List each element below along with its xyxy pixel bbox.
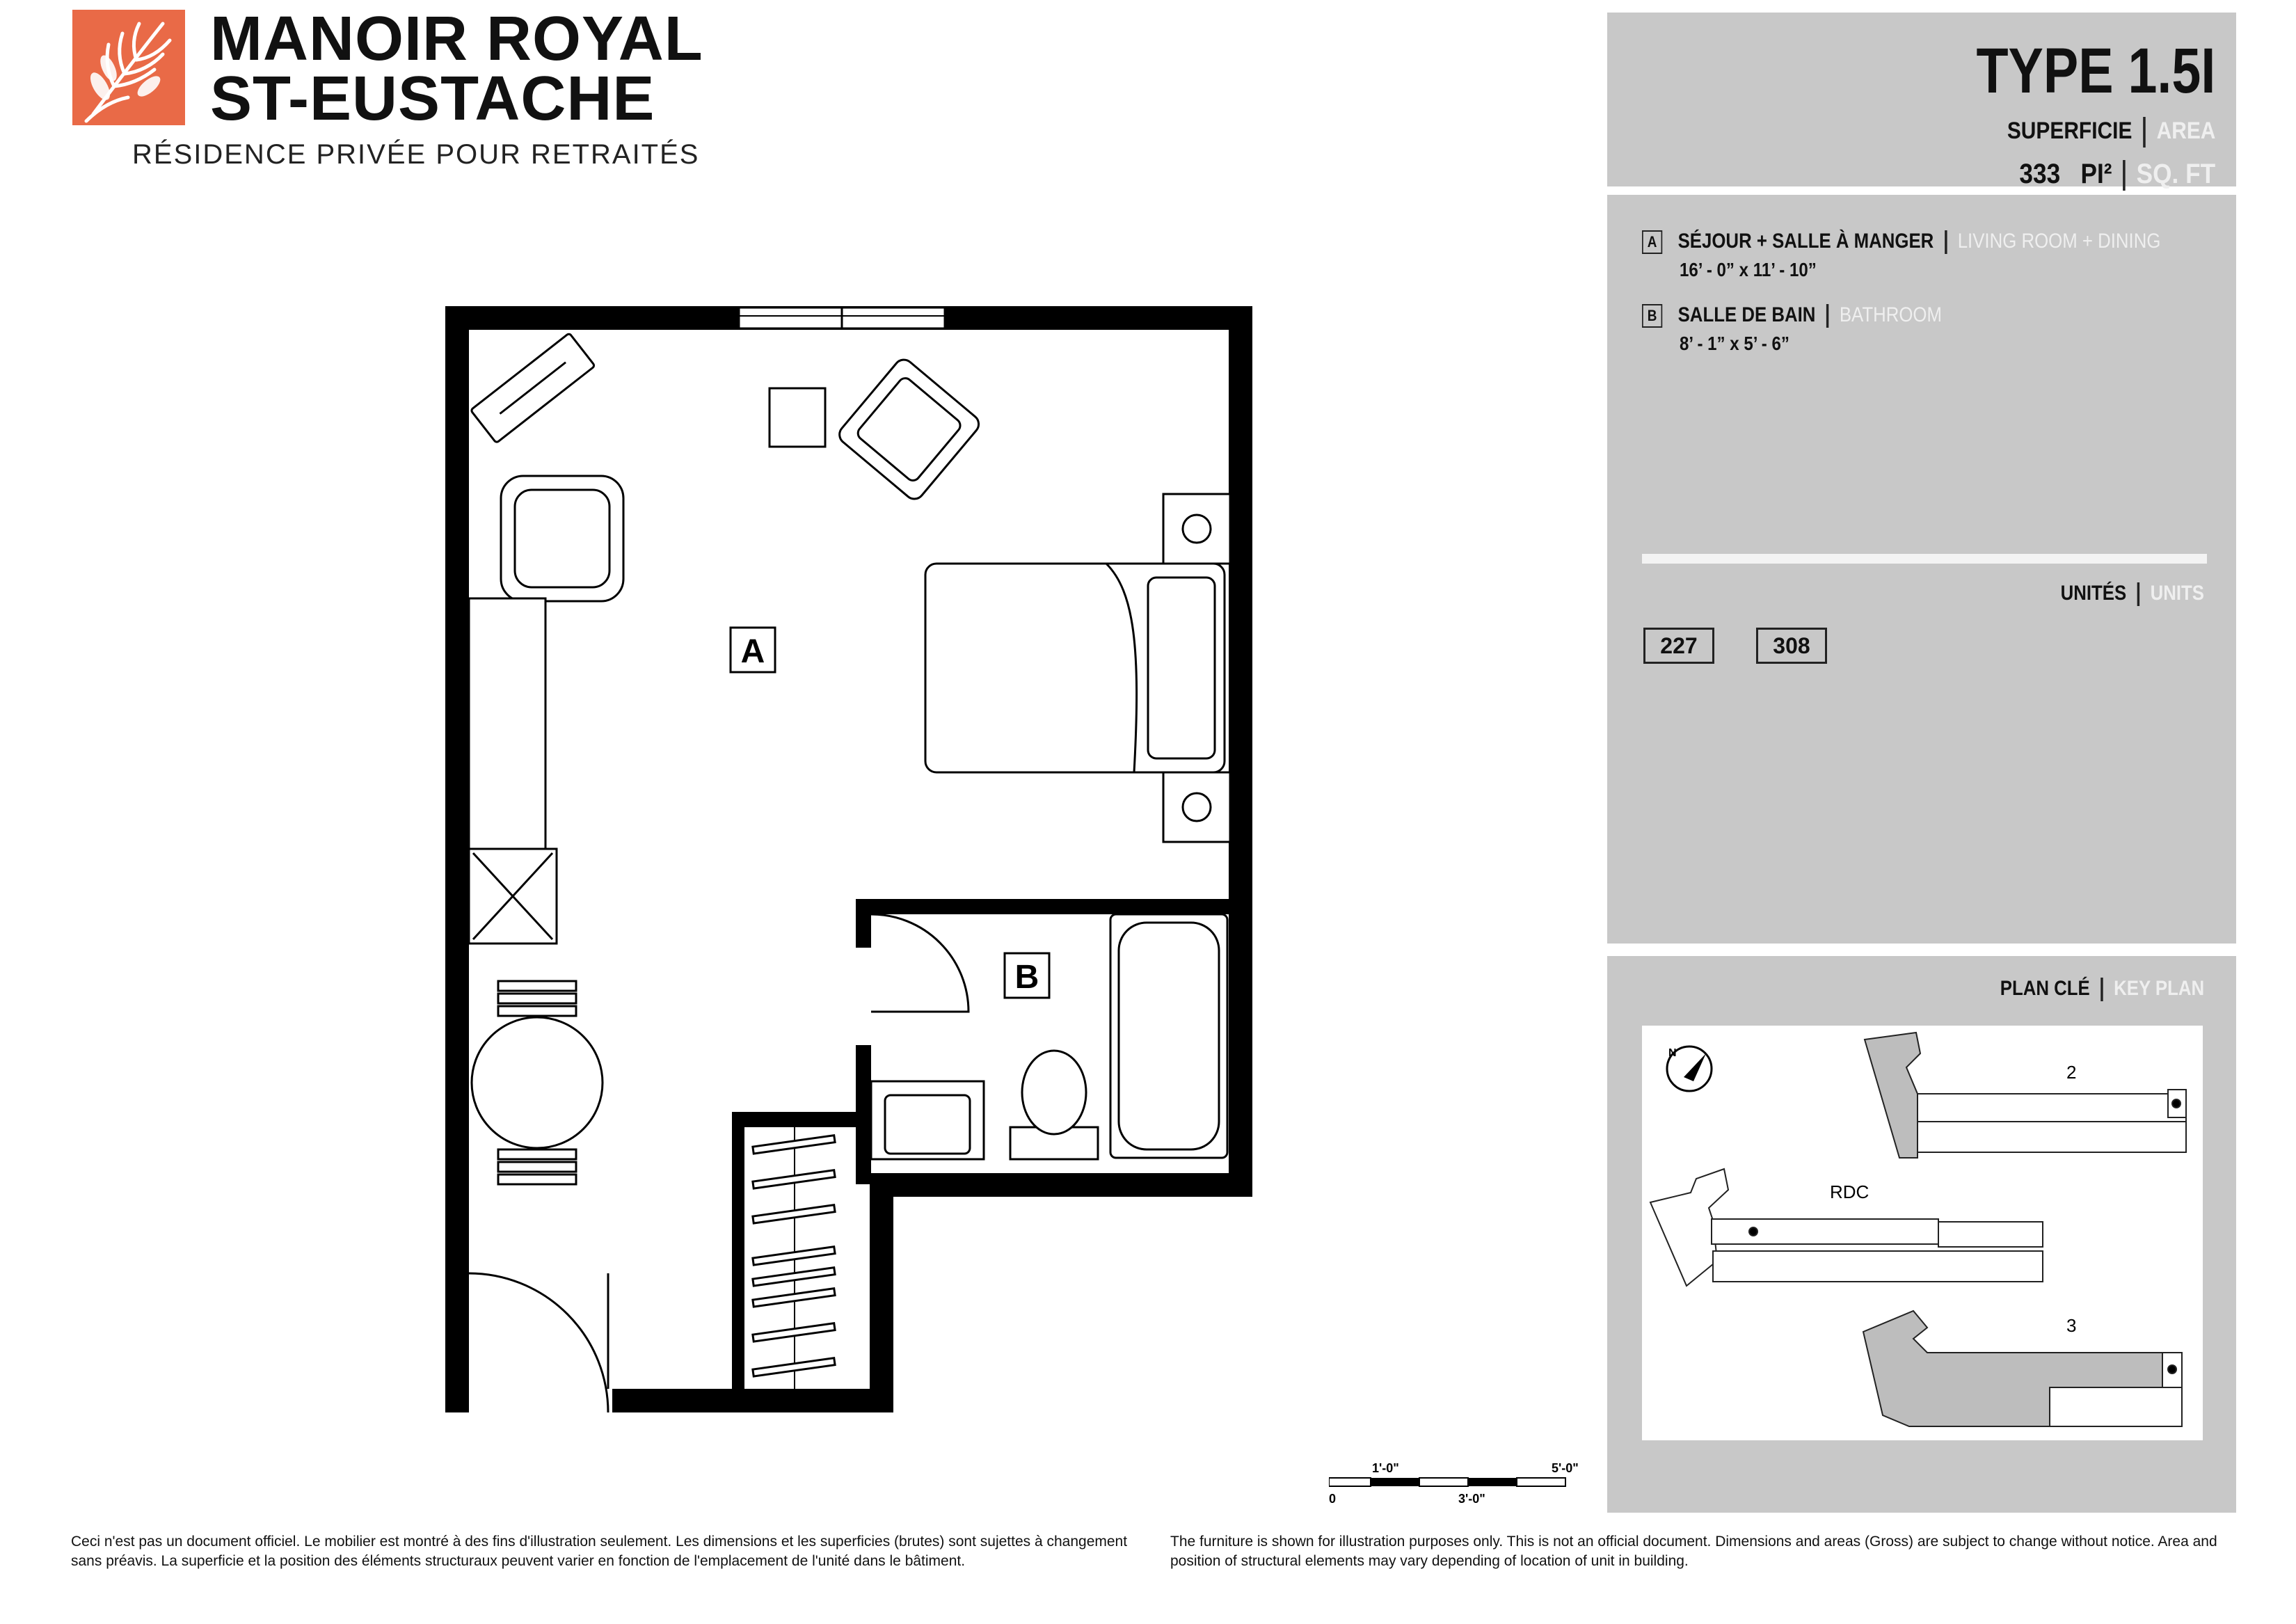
key-plan-heading	[2000, 977, 2204, 1001]
key-plan-drawing	[1642, 1026, 2203, 1440]
furniture	[469, 333, 1230, 1389]
separator	[1826, 304, 1828, 328]
key-floor-label-rdc: RDC	[1830, 1181, 1870, 1202]
scale-label-mid: 3'-0"	[1458, 1492, 1485, 1506]
unit-badge[interactable]: 227	[1643, 628, 1714, 664]
scale-label-top-right: 5'-0"	[1552, 1461, 1579, 1475]
key-floor-label-3: 3	[2066, 1315, 2077, 1336]
brand-name-line2: ST-EUSTACHE	[210, 64, 655, 134]
separator	[2100, 978, 2103, 1001]
key-floor-3	[1863, 1311, 2182, 1426]
compass-icon	[1667, 1046, 1712, 1091]
units-label-en: UNITS	[2150, 582, 2204, 605]
room-dimensions-a: 16’ - 0” x 11’ - 10”	[1680, 259, 1817, 280]
area-value-row	[2019, 159, 2215, 191]
scale-label-zero: 0	[1329, 1492, 1337, 1506]
walls	[445, 306, 1252, 1412]
key-floor-label-2: 2	[2066, 1062, 2077, 1083]
type-panel	[1607, 13, 2236, 189]
rooms-panel	[1607, 195, 2236, 944]
window	[739, 308, 945, 328]
disclaimer-fr: Ceci n'est pas un document officiel. Le mobilier est montré à des fins d'illustration seulement. Les dimensions et les superficies (brutes) sont sujettes à changement sans préavis. La superficie et la position des éléments structuraux peuvent varier en fonction de l'emplacement de l'unité dans le bâtiment.	[71, 1534, 1128, 1569]
area-label-en: AREA	[2156, 117, 2215, 144]
area-label-row	[2007, 117, 2215, 148]
room-name-fr: SÉJOUR + SALLE À MANGER	[1677, 230, 1934, 253]
room-name-en: BATHROOM	[1839, 303, 1942, 326]
room-dimensions-b: 8’ - 1” x 5’ - 6”	[1680, 333, 1789, 354]
scale-bar	[1329, 1460, 1593, 1512]
separator	[1945, 230, 1947, 254]
units-label-fr: UNITÉS	[2060, 582, 2127, 605]
key-plan-panel	[1607, 956, 2236, 1513]
room-a-label: A	[740, 633, 765, 670]
compass-letter: N	[1668, 1047, 1677, 1059]
room-letter: A	[1642, 230, 1662, 254]
unit-badge[interactable]: 308	[1756, 628, 1827, 664]
brand-name-line1: MANOIR ROYAL	[210, 4, 703, 74]
key-floor-2	[1865, 1033, 2186, 1158]
room-b-label: B	[1014, 959, 1039, 996]
key-plan-label-en: KEY PLAN	[2114, 977, 2204, 1000]
floor-plan	[438, 299, 1259, 1412]
room-row-b	[1642, 303, 1942, 328]
wheat-leaf-icon	[72, 10, 185, 125]
units-heading	[2061, 582, 2204, 606]
room-name-en: LIVING ROOM + DINING	[1957, 230, 2161, 253]
area-value: 333	[2019, 159, 2061, 189]
divider	[1642, 554, 2207, 564]
separator	[2137, 582, 2139, 606]
area-unit-fr: PI²	[2080, 159, 2112, 189]
room-row-a	[1642, 230, 2160, 254]
area-unit-en: SQ. FT	[2136, 159, 2215, 189]
key-plan-label-fr: PLAN CLÉ	[2000, 977, 2090, 1000]
scale-label-top-left: 1'-0"	[1372, 1461, 1399, 1475]
room-letter: B	[1642, 304, 1662, 328]
area-label-fr: SUPERFICIE	[2007, 117, 2132, 144]
disclaimer-en: The furniture is shown for illustration purposes only. This is not an official document. Dimensions and areas (Gross) are subject to change without notice. Area and position of structural elements may vary depending of location of unit in building.	[1170, 1534, 2217, 1569]
logo-mark	[72, 10, 185, 125]
room-name-fr: SALLE DE BAIN	[1677, 303, 1816, 326]
unit-type-title: TYPE 1.5I	[1976, 35, 2215, 106]
separator	[2143, 117, 2146, 148]
separator	[2123, 160, 2126, 191]
brand-tagline: RÉSIDENCE PRIVÉE POUR RETRAITÉS	[132, 139, 700, 170]
